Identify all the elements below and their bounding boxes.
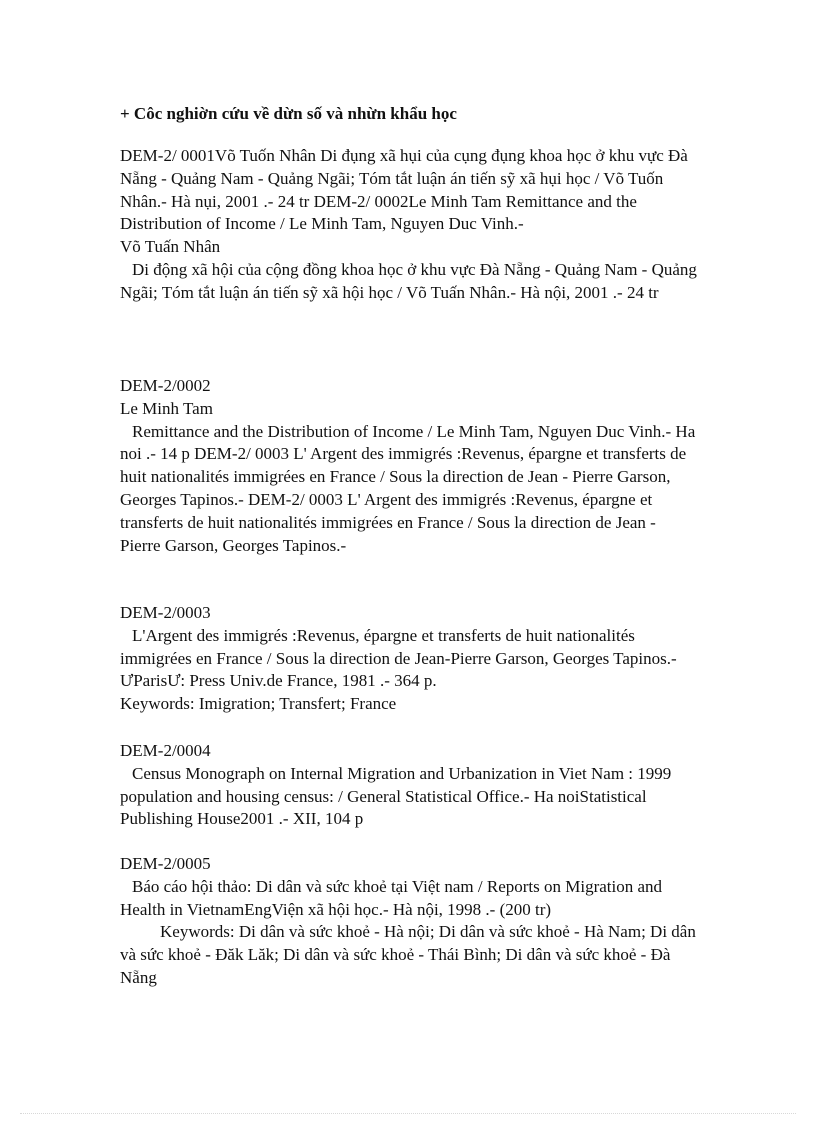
entry-description: Báo cáo hội thảo: Di dân và sức khoẻ tại Việt nam / Reports on Migration and Health in VietnamEngViện xã hội học.- Hà nội, 1998 .- (200 tr) xyxy=(120,876,663,919)
entry-description: Di động xã hội của cộng đồng khoa học ở khu vực Đà Nẵng - Quảng Nam - Quảng Ngãi; Tóm tắt luận án tiến sỹ xã hội học / Võ Tuấn Nhân.- Hà nội, 2001 .- 24 tr xyxy=(120,259,697,302)
entry-description: L'Argent des immigrés :Revenus, épargne et transferts de huit nationalités immigrées en France / Sous la direction de Jean-Pierre Garson, Georges Tapinos.- ƯParisƯ: Press Univ.de France, 1981 .- 364 p. xyxy=(120,625,677,691)
entry-code: DEM-2/0005 xyxy=(120,854,211,873)
catalog-entry-2 xyxy=(120,375,700,557)
page-bottom-rule xyxy=(20,1113,796,1114)
catalog-entry-5 xyxy=(120,853,700,990)
catalog-entry-1 xyxy=(120,145,700,305)
entry-code: DEM-2/0003 xyxy=(120,603,211,622)
entry-author: Le Minh Tam xyxy=(120,398,213,418)
entry-code: DEM-2/0004 xyxy=(120,741,211,760)
entry-keywords: Keywords: Di dân và sức khoẻ - Hà nội; Di dân và sức khoẻ - Hà Nam; Di dân và sức khoẻ - Đăk Lăk; Di dân và sức khoẻ - Thái Bình; Di dân và sức khoẻ - Đà Nẵng xyxy=(120,922,696,987)
entry-description: Census Monograph on Internal Migration and Urbanization in Viet Nam : 1999 population and housing census: / General Statistical Office.- Ha noiStatistical Publishing House2001 .- XII, 104 p xyxy=(120,763,672,829)
entry-description: Remittance and the Distribution of Income / Le Minh Tam, Nguyen Duc Vinh.- Ha noi .- 14 p DEM-2/ 0003 L' Argent des immigrés :Revenus, épargne et transferts de huit nationalités immigrées en France / Sous la direction de Jean - Pierre Garson, Georges Tapinos.- DEM-2/ 0003 L' Argent des immigrés :Revenus, épargne et transferts de huit nationalités immigrées en France / Sous la direction de Jean - Pierre Garson, Georges Tapinos.- xyxy=(120,421,696,555)
entry-author: Võ Tuấn Nhân xyxy=(120,237,221,257)
entry-run-in-text: DEM-2/ 0001Võ Tuốn Nhân Di đụng xã hụi của cụng đụng khoa học ở khu vực Đà Nẵng - Quảng Nam - Quảng Ngãi; Tóm tắt luận án tiến sỹ xã hụi học / Võ Tuốn Nhân.- Hà nụi, 2001 .- 24 tr DEM-2/ 0002Le Minh Tam Remittance and the Distribution of Income / Le Minh Tam, Nguyen Duc Vinh.- xyxy=(120,146,688,234)
entry-code: DEM-2/0002 xyxy=(120,376,211,395)
catalog-entry-3 xyxy=(120,602,700,716)
catalog-entry-4 xyxy=(120,740,700,831)
entry-keywords: Keywords: Imigration; Transfert; France xyxy=(120,694,397,714)
section-heading: + Côc nghiờn cứu về dừn số và nhừn khẩu học xyxy=(120,104,457,123)
